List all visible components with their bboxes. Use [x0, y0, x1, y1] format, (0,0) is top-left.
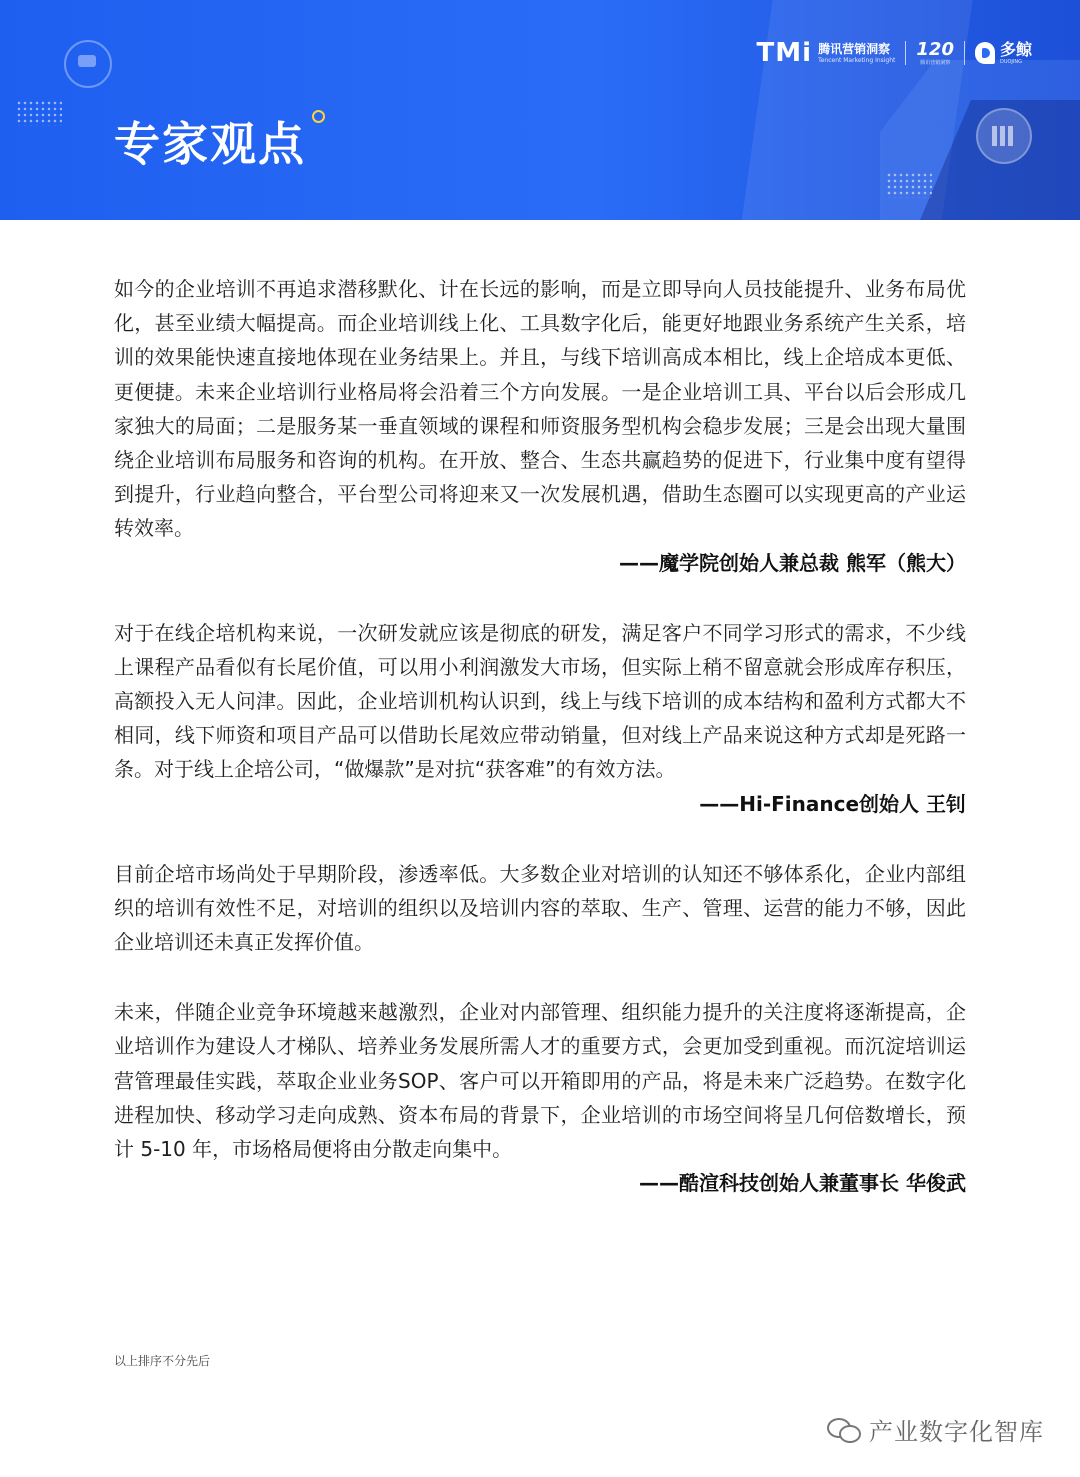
- quote-text: 对于在线企培机构来说，一次研发就应该是彻底的研发，满足客户不同学习形式的需求，不少线上课程产品看似有长尾价值，可以用小利润激发大市场，但实际上稍不留意就会形成库存积压，高额投入无人问津。因此，企业培训机构认识到，线上与线下培训的成本结构和盈利方式都大不相同，线下师资和项目产品可以借助长尾效应带动销量，但对线上产品来说这种方式却是死路一条。对于线上企培公司，“做爆款”是对抗“获客难”的有效方法。: [114, 620, 966, 782]
- chat-bubble-dots: [78, 55, 96, 67]
- dot-grid-decor: [16, 100, 62, 126]
- book-spine: [1008, 126, 1013, 146]
- book-spine: [992, 126, 997, 146]
- quote-section-3: [114, 857, 966, 960]
- quote-section-1: [114, 272, 966, 580]
- wechat-icon: [827, 1416, 861, 1444]
- quote-text: 未来，伴随企业竞争环境越来越激烈，企业对内部管理、组织能力提升的关注度将逐渐提高，企业培训作为建设人才梯队、培养业务发展所需人才的重要方式，会更加受到重视。而沉淀培训运营管理最佳实践，萃取企业业务SOP、客户可以开箱即用的产品，将是未来广泛趋势。在数字化进程加快、移动学习走向成熟、资本布局的背景下，企业培训的市场空间将呈几何倍数增长，预计 5-10 年，市场格局便将由分散走向集中。: [114, 1000, 966, 1162]
- duojing-logo-en: DUOJING: [999, 58, 1022, 65]
- quote-text: 如今的企业培训不再追求潜移默化、计在长远的影响，而是立即导向人员技能提升、业务布局优化，甚至业绩大幅提高。而企业培训线上化、工具数字化后，能更好地跟业务系统产生关系，培训的效果能快速直接地体现在业务结果上。并且，与线下培训高成本相比，线上企培成本更低、更便捷。未来企业培训行业格局将会沿着三个方向发展。一是企业培训工具、平台以后会形成几家独大的局面；二是服务某一垂直领域的课程和师资服务型机构会稳步发展；三是会出现大量围绕企业培训布局服务和咨询的机构。在开放、整合、生态共赢趋势的促进下，行业集中度有望得到提升，行业趋向整合，平台型公司将迎来又一次发展机遇，借助生态圈可以实现更高的产业运转效率。: [114, 277, 966, 541]
- quote-attribution: ——魔学院创始人兼总裁 熊军（熊大）: [619, 550, 966, 575]
- wechat-bubble-small: [839, 1425, 861, 1443]
- quote-text: 目前企培市场尚处于早期阶段，渗透率低。大多数企业对培训的认知还不够体系化，企业内部组织的培训有效性不足，对培训的组织以及培训内容的萃取、生产、管理、运营的能力不够，因此企业培训还未真正发挥价值。: [114, 861, 966, 955]
- books-icon: [976, 108, 1032, 164]
- title-ring-icon: [312, 110, 325, 123]
- quote-section-2: [114, 616, 966, 821]
- header-banner: [0, 0, 1080, 220]
- dot-grid-decor: [886, 172, 932, 198]
- page-title: 专家观点: [114, 117, 306, 171]
- t20-logo-mark: 120: [916, 38, 954, 60]
- duojing-logo-text: [999, 39, 1032, 65]
- quote-section-4: [114, 995, 966, 1200]
- watermark-text: 产业数字化智库: [869, 1418, 1044, 1446]
- quotes-content: [114, 272, 966, 1200]
- tmi-logo-en: Tencent Marketing Insight: [818, 56, 896, 64]
- t20-logo: [916, 38, 954, 66]
- duojing-logo-icon: [975, 42, 995, 64]
- tmi-logo: TMi: [756, 38, 813, 68]
- t20-logo-sub: 腾讯营销洞察: [920, 59, 951, 66]
- wechat-watermark: [827, 1412, 1044, 1447]
- tmi-logo-cn: 腾讯营销洞察: [818, 41, 891, 56]
- book-spine: [1000, 126, 1005, 146]
- quote-attribution: ——Hi-Finance创始人 王钊: [699, 791, 966, 816]
- footnote: 以上排序不分先后: [114, 1354, 211, 1368]
- logo-divider: [964, 41, 965, 65]
- duojing-logo-cn: 多鲸: [999, 39, 1032, 59]
- partner-logos: [757, 36, 1032, 70]
- tmi-logo-text: [818, 43, 895, 64]
- logo-divider: [905, 41, 906, 65]
- quote-attribution: ——酷渲科技创始人兼董事长 华俊武: [639, 1171, 966, 1196]
